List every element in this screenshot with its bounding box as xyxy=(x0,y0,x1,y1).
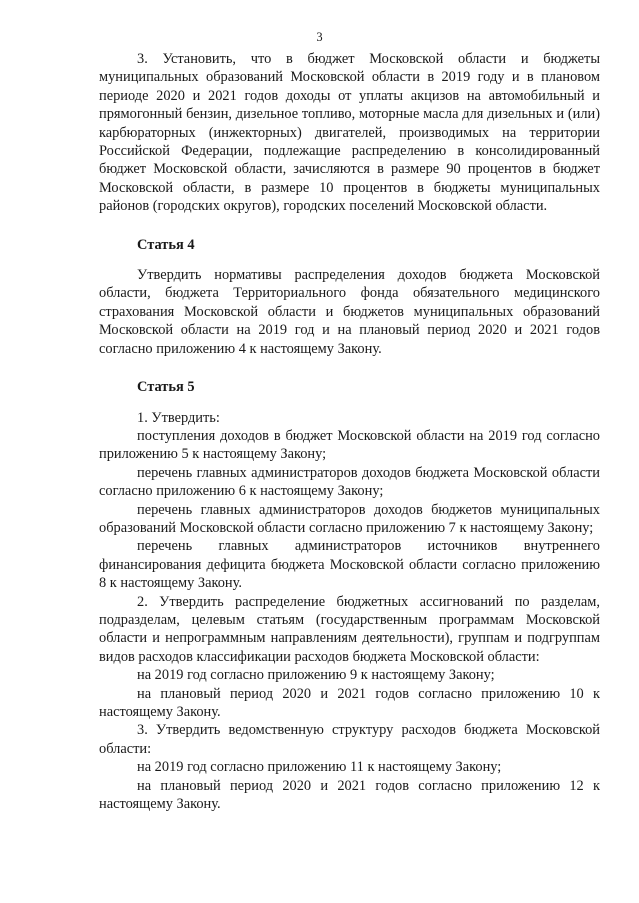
article5-p1-intro: 1. Утвердить: xyxy=(137,409,220,426)
article5-p1-item4: перечень главных администраторов источников внутреннего финансирования дефицита бюджета Московской области согласно приложению 8 к настоящему Закону. xyxy=(99,538,600,592)
article3-paragraph3: 3. Установить, что в бюджет Московской области и бюджеты муниципальных образований Московской области в 2019 году и в плановом периоде 2020 и 2021 годов доходы от уплаты акцизов на автомобильный и прямогонный бензин, дизельное топливо, моторные масла для дизельных и (или) карбюраторных (инжекторных) двигателей, производимых на территории Российской Федерации, подлежащие распределению в консолидированный бюджет Московской области, зачисляются в размере 90 процентов в бюджет Московской области, в размере 10 процентов в бюджеты муниципальных районов (городских округов), городских поселений Московской области. xyxy=(99,51,600,215)
document-body xyxy=(99,50,600,813)
page-number: 3 xyxy=(316,30,323,44)
article5-p2-item2: на плановый период 2020 и 2021 годов согласно приложению 10 к настоящему Закону. xyxy=(99,685,600,720)
article5-p3-item2: на плановый период 2020 и 2021 годов согласно приложению 12 к настоящему Закону. xyxy=(99,777,600,813)
article5-p3-item1: на 2019 год согласно приложению 11 к настоящему Закону; xyxy=(137,759,502,776)
article5-p1-item3: перечень главных администраторов доходов бюджетов муниципальных образований Московской области согласно приложению 7 к настоящему Закону; xyxy=(99,501,600,536)
article5-p1-item2: перечень главных администраторов доходов бюджета Московской области согласно приложению 6 к настоящему Закону; xyxy=(99,464,600,500)
article4-text: Утвердить нормативы распределения доходов бюджета Московской области, бюджета Территориального фонда обязательного медицинского страхования Московской области и бюджетов муниципальных образований Московской области на 2019 год и на плановый период 2020 и 2021 годов согласно приложению 4 к настоящему Закону. xyxy=(99,267,600,357)
article5-p1-item1: поступления доходов в бюджет Московской области на 2019 год согласно приложению 5 к настоящему Закону; xyxy=(99,427,600,463)
article5-heading: Статья 5 xyxy=(137,379,195,396)
article5-p2-item1: на 2019 год согласно приложению 9 к настоящему Закону; xyxy=(137,667,495,684)
article5-p3-intro: 3. Утвердить ведомственную структуру расходов бюджета Московской области: xyxy=(99,722,600,757)
article5-p2-intro: 2. Утвердить распределение бюджетных ассигнований по разделам, подразделам, целевым статьям (государственным программам Московской области и непрограммным направлениям деятельности), группам и подгруппам видов расходов классификации расходов бюджета Московской области: xyxy=(99,593,600,665)
article4-heading: Статья 4 xyxy=(137,236,195,253)
